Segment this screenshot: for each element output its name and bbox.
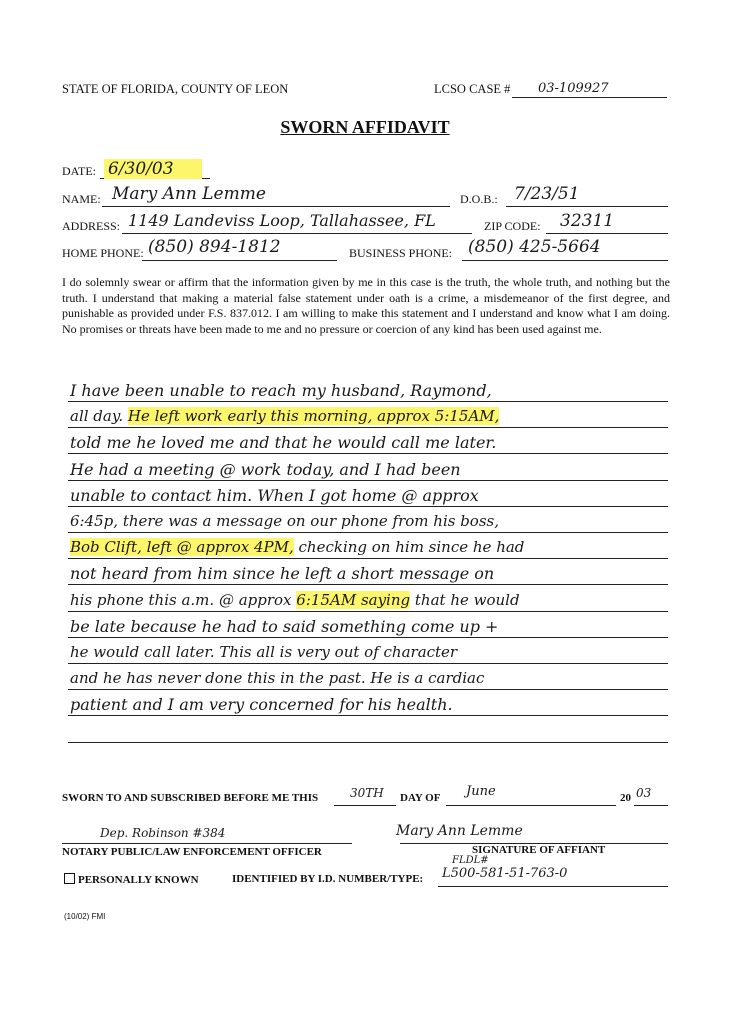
dob-label: D.O.B.: [460,192,498,206]
personally-known-label: PERSONALLY KNOWN [78,874,199,886]
form-code: (10/02) FMI [64,912,106,921]
statement-rule [68,401,668,402]
statement-rule [68,453,668,454]
home-phone-line [142,260,337,261]
sworn-day-of-label: DAY OF [400,792,441,804]
id-note: FLDL# [452,855,489,866]
statement-line: his phone this a.m. @ approx 6:15AM saying that he would [70,590,520,609]
oath-paragraph: I do solemnly swear or affirm that the information given by me in this case is the truth, the whole truth, and nothing but the truth. I understand that making a material false statement under oath is a crime, a misdemeanor of the first degree, and punishable as provided under F.S. 837.012. I am willing to make this statement and I understand and know what I am doing. No promises or threats have been made to me and no pressure or coercion of any kind has been used against me. [62,275,670,336]
sworn-year-line [634,805,668,806]
page-title: SWORN AFFIDAVIT [280,117,450,137]
statement-rule [68,689,668,690]
sworn-year-value: 03 [636,786,652,800]
home-phone-value: (850) 894-1812 [148,237,281,257]
statement-line: 6:45p, there was a message on our phone from his boss, [70,512,500,530]
statement-rule [68,715,668,716]
statement-rule [68,663,668,664]
sworn-day-value: 30TH [350,786,384,800]
statement-rule [68,506,668,507]
statement-rule [68,427,668,428]
sworn-year-prefix: 20 [620,792,631,804]
sworn-month-value: June [466,784,496,799]
statement-highlight: He left work early this morning, approx 5:15AM, [127,407,500,426]
address-value: 1149 Landeviss Loop, Tallahassee, FL [128,211,436,230]
personally-known-checkbox[interactable] [64,873,75,884]
address-label: ADDRESS: [62,219,121,233]
name-label: NAME: [62,192,101,206]
zip-value: 32311 [560,211,615,231]
name-line [102,206,450,207]
date-label: DATE: [62,164,96,178]
sworn-label: SWORN TO AND SUBSCRIBED BEFORE ME THIS [62,792,319,804]
statement-line: and he has never done this in the past. He is a cardiac [70,669,485,688]
case-number-value: 03-109927 [538,81,609,96]
officer-signature-line [62,843,352,844]
statement-line: told me he loved me and that he would call me later. [70,433,497,453]
statement-line: He had a meeting @ work today, and I had been [70,459,461,479]
sworn-day-line [334,805,396,806]
statement-rule [68,480,668,481]
officer-label: NOTARY PUBLIC/LAW ENFORCEMENT OFFICER [62,846,322,858]
case-number-line [512,97,667,98]
statement-line: not heard from him since he left a short message on [70,564,495,584]
case-label: LCSO CASE # [434,82,511,96]
state-county-label: STATE OF FLORIDA, COUNTY OF LEON [62,82,289,96]
statement-rule [68,532,668,533]
statement-rule [68,637,668,638]
dob-value: 7/23/51 [514,184,580,204]
statement-highlight: 6:15AM saying [296,590,411,609]
statement-line: I have been unable to reach my husband, Raymond, [70,381,492,400]
sworn-month-line [446,805,616,806]
zip-label: ZIP CODE: [484,219,541,233]
personally-known [64,873,199,886]
affiant-signature: Mary Ann Lemme [396,823,523,839]
address-line [122,233,472,234]
business-phone-line [462,260,668,261]
statement-line: patient and I am very concerned for his health. [70,695,453,715]
id-label: IDENTIFIED BY I.D. NUMBER/TYPE: [232,873,424,885]
affiant-label: SIGNATURE OF AFFIANT [472,844,606,856]
officer-signature: Dep. Robinson #384 [100,826,226,840]
date-value: 6/30/03 [104,159,202,179]
id-line [438,886,668,887]
business-phone-label: BUSINESS PHONE: [349,246,453,260]
name-value: Mary Ann Lemme [112,184,266,204]
statement-rule [68,584,668,585]
zip-line [546,233,668,234]
statement-rule [68,558,668,559]
statement-rule [68,611,668,612]
statement-line: Bob Clift, left @ approx 4PM, checking on him since he had [70,538,525,557]
statement-line: all day. He left work early this morning, approx 5:15AM, [70,407,500,426]
home-phone-label: HOME PHONE: [62,246,144,260]
statement-line: he would call later. This all is very out of character [70,643,458,661]
statement-line: unable to contact him. When I got home @ approx [70,485,479,505]
business-phone-value: (850) 425-5664 [468,237,601,257]
statement-line: be late because he had to said something come up + [70,616,499,636]
statement-highlight: Bob Clift, left @ approx 4PM, [70,538,294,557]
id-value: L500-581-51-763-0 [442,866,568,881]
statement-rule [68,742,668,743]
dob-line [506,206,668,207]
